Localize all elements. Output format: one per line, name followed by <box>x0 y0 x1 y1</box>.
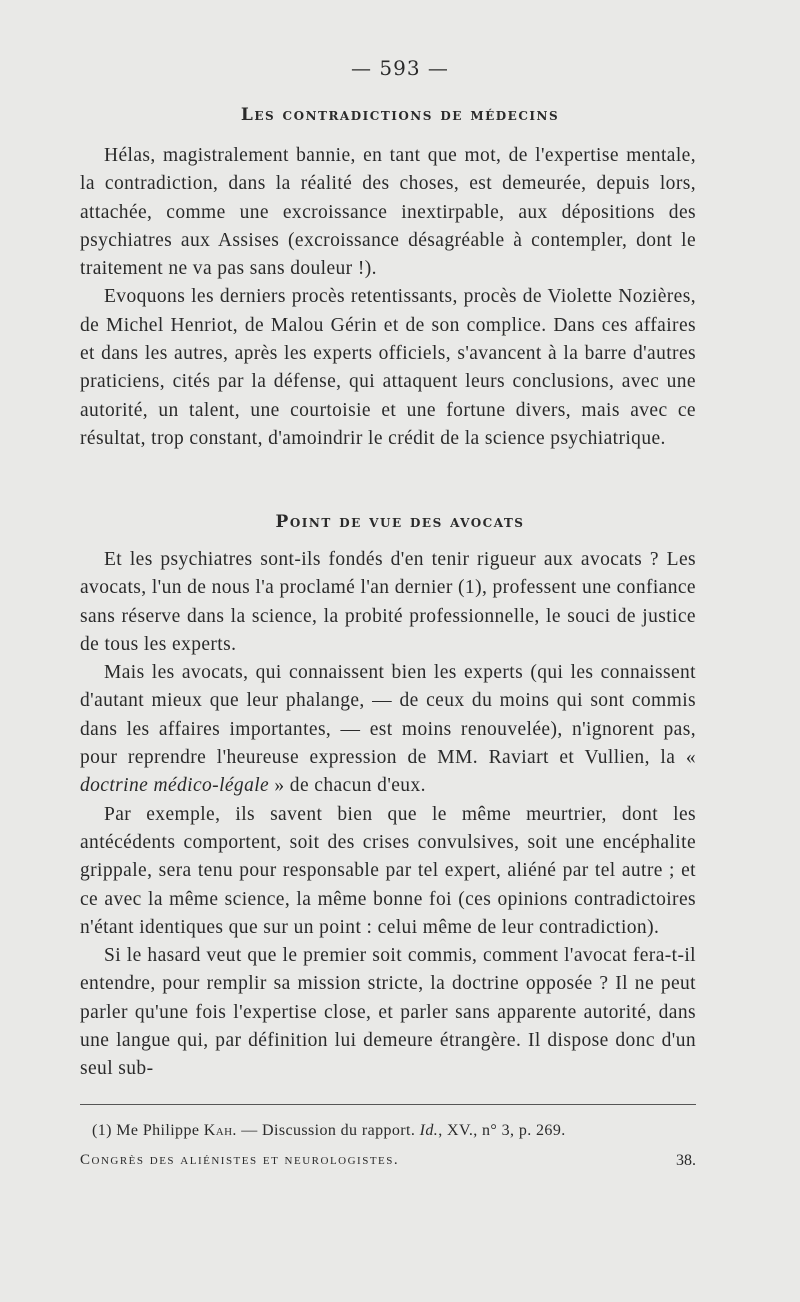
paragraph <box>80 659 696 800</box>
footnote-author-title: Me <box>116 1122 139 1139</box>
signature-line: Congrès des aliénistes et neurologistes. <box>80 1152 400 1168</box>
section-heading-contradictions: Les contradictions de médecins <box>240 105 560 125</box>
footnote-ref: , XV., n° 3, p. 269. <box>438 1122 566 1139</box>
section-body-contradictions <box>80 142 696 453</box>
footnote-marker: (1) <box>92 1122 112 1139</box>
page-number: — 593 — <box>351 56 449 80</box>
paragraph: Par exemple, ils savent bien que le même meurtrier, dont les antécédents comportent, soit des crises convulsives, soit une encéphalite grippale, sera tenu pour responsable par tel expert, aliéné par tel autre ; et ce avec la même science, la même bonne foi (ces opinions contradictoires n'étant identiques que sur un point : celui même de leur contradiction). <box>80 803 696 938</box>
paragraph-text: Mais les avocats, qui connaissent bien les experts (qui les connaissent d'autant mieux que leur phalange, — de ceux du moins qui sont commis dans les affaires importantes, — est moins renouvelée), n'ignorent pas, pour reprendre l'heureuse expression de MM. Raviart et Vullien, la « <box>80 662 696 769</box>
sheet-number: 38. <box>676 1152 696 1169</box>
section-body-avocats <box>80 546 696 1084</box>
footnote-ref-italic: Id. <box>419 1122 439 1139</box>
section-heading-avocats: Point de vue des avocats <box>275 512 525 532</box>
footnote-divider <box>80 1104 696 1105</box>
paragraph: Et les psychiatres sont-ils fondés d'en tenir rigueur aux avocats ? Les avocats, l'un de nous l'a proclamé l'an dernier (1), professent une confiance sans réserve dans la science, la probité professionnelle, le souci de justice de tous les experts. <box>80 549 696 655</box>
footnote-text: — Discussion du rapport. <box>241 1122 416 1139</box>
footnote <box>80 1122 696 1140</box>
footnote-author-last: Kah. <box>203 1122 237 1139</box>
paragraph: Evoquons les derniers procès retentissants, procès de Violette Nozières, de Michel Henriot, de Malou Gérin et de son complice. Dans ces affaires et dans les autres, après les experts officiels, s'avancent à la barre d'autres praticiens, cités par la défense, qui attaquent leurs conclusions, avec une autorité, un talent, une courtoisie et une fortune divers, mais avec ce résultat, trop constant, d'amoindrir le crédit de la science psychiatrique. <box>80 286 696 449</box>
paragraph: Si le hasard veut que le premier soit commis, comment l'avocat fera-t-il entendre, pour remplir sa mission stricte, la doctrine opposée ? Il ne peut parler qu'une fois l'expertise close, et parler sans apparente autorité, dans une langue qui, par définition lui demeure étrangère. Il dispose donc d'un seul sub- <box>80 945 696 1080</box>
footnote-author-first: Philippe <box>142 1122 200 1139</box>
paragraph: Hélas, magistralement bannie, en tant que mot, de l'expertise mentale, la contradiction, dans la réalité des choses, est demeurée, depuis lors, attachée, comme une excroissance inextirpable, aux dépositions des psychiatres aux Assises (excroissance désagréable à contempler, dont le traitement ne va pas sans douleur !). <box>80 145 696 280</box>
italic-phrase: doctrine médico-légale <box>80 775 270 797</box>
paragraph-text: » de chacun d'eux. <box>269 775 426 797</box>
